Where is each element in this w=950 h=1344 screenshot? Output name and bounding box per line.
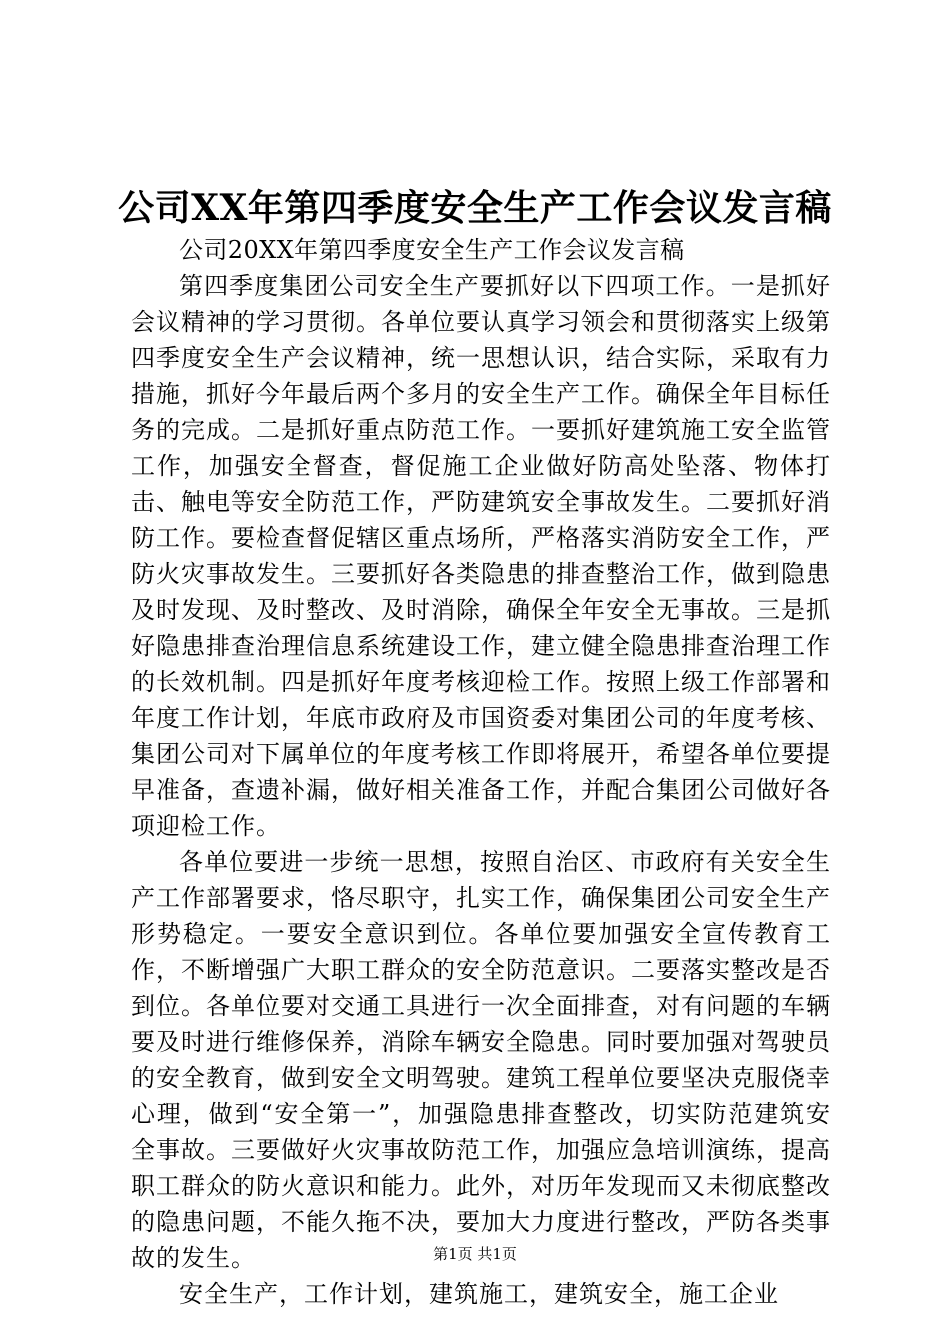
paragraph-2: 各单位要进一步统一思想，按照自治区、市政府有关安全生产工作部署要求，恪尽职守，扎实工作，确保集团公司安全生产形势稳定。一要安全意识到位。各单位要加强安全宣传教育工作，不断增强广大职工群众的安全防范意识。二要落实整改是否到位。各单位要对交通工具进行一次全面排查，对有问题的车辆要及时进行维修保养，消除车辆安全隐患。同时要加强对驾驶员的安全教育，做到安全文明驾驶。建筑工程单位要坚决克服侥幸心理，做到“安全第一”，加强隐患排查整改，切实防范建筑安全事故。三要做好火灾事故防范工作，加强应急培训演练，提高职工群众的防火意识和能力。此外，对历年发现而又未彻底整改的隐患问题，不能久拖不决，要加大力度进行整改，严防各类事故的发生。 <box>131 848 831 1272</box>
page-number-footer: 第1页 共1页 <box>433 1245 517 1263</box>
document-body <box>131 232 831 1312</box>
keywords-line: 安全生产，工作计划，建筑施工，建筑安全，施工企业 <box>179 1280 779 1308</box>
document-title: 公司XX年第四季度安全生产工作会议发言稿 <box>118 187 832 229</box>
paragraph-1: 第四季度集团公司安全生产要抓好以下四项工作。一是抓好会议精神的学习贯彻。各单位要认真学习领会和贯彻落实上级第四季度安全生产会议精神，统一思想认识，结合实际，采取有力措施，抓好今年最后两个多月的安全生产工作。确保全年目标任务的完成。二是抓好重点防范工作。一要抓好建筑施工安全监管工作，加强安全督查，督促施工企业做好防高处坠落、物体打击、触电等安全防范工作，严防建筑安全事故发生。二要抓好消防工作。要检查督促辖区重点场所，严格落实消防安全工作，严防火灾事故发生。三要抓好各类隐患的排查整治工作，做到隐患及时发现、及时整改、及时消除，确保全年安全无事故。三是抓好隐患排查治理信息系统建设工作，建立健全隐患排查治理工作的长效机制。四是抓好年度考核迎检工作。按照上级工作部署和年度工作计划，年底市政府及市国资委对集团公司的年度考核、集团公司对下属单位的年度考核工作即将展开，希望各单位要提早准备，查遗补漏，做好相关准备工作，并配合集团公司做好各项迎检工作。 <box>131 272 831 840</box>
document-subtitle: 公司20XX年第四季度安全生产工作会议发言稿 <box>179 236 685 264</box>
